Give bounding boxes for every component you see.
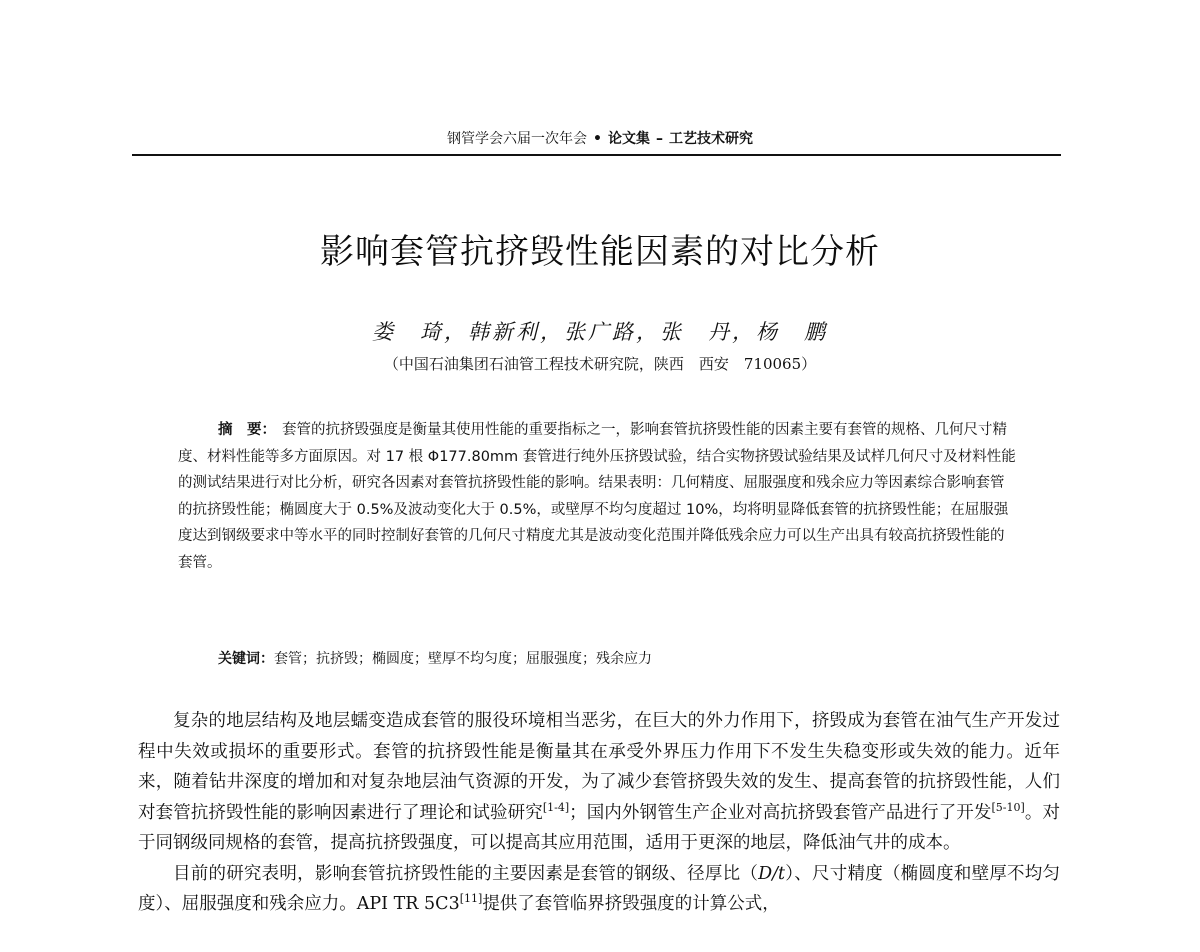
keywords-label: 关键词：: [218, 651, 274, 667]
running-head-dash: –: [655, 131, 663, 147]
dt-symbol: D/t: [758, 863, 786, 884]
abstract: [178, 417, 1018, 576]
citation-ref-2: [5-10]: [991, 800, 1025, 814]
header-rule: [132, 154, 1061, 156]
running-head-collection: 论文集: [607, 131, 650, 147]
body-paragraph-2: [138, 859, 1060, 920]
affiliation: （中国石油集团石油管工程技术研究院，陕西 西安 710065）: [383, 355, 817, 373]
authors: 娄 琦，韩新利，张广路，张 丹，杨 鹏: [372, 320, 828, 344]
p2-part2: ）、尺寸精度（椭圆度和壁厚不均匀度）、屈服强度和残余应力。API TR 5C3: [138, 863, 1061, 914]
keywords-text: 套管；抗挤毁；椭圆度；壁厚不均匀度；屈服强度；残余应力: [274, 651, 652, 667]
running-head-conference: 钢管学会六届一次年会: [447, 131, 588, 147]
abstract-text: 套管的抗挤毁强度是衡量其使用性能的重要指标之一，影响套管抗挤毁性能的因素主要有套管的规格、几何尺寸精度、材料性能等多方面原因。对 17 根 Φ177.80mm 套管进行纯外压挤毁试验，结合实物挤毁试验结果及试样几何尺寸及材料性能的测试结果进行对比分析，研究各因素对套管抗挤毁性能的影响。结果表明：几何精度、屈服强度和残余应力等因素综合影响套管的抗挤毁性能；椭圆度大于 0.5%及波动变化大于 0.5%，或壁厚不均匀度超过 10%，均将明显降低套管的抗挤毁性能；在屈服强度达到钢级要求中等水平的同时控制好套管的几何尺寸精度尤其是波动变化范围并降低残余应力可以生产出具有较高抗挤毁性能的套管。: [178, 422, 1016, 571]
body-text: [138, 706, 1060, 920]
p1-part2: ；国内外钢管生产企业对高抗挤毁套管产品进行了开发: [569, 802, 992, 823]
abstract-label: 摘 要：: [218, 422, 276, 438]
body-paragraph-1: [138, 706, 1060, 859]
p2-part1: 目前的研究表明，影响套管抗挤毁性能的主要因素是套管的钢级、径厚比（: [173, 863, 759, 884]
p1-part3: 。对于同钢级同规格的套管，提高抗挤毁强度，可以提高其应用范围，适用于更深的地层，降低油气井的成本。: [138, 802, 1061, 853]
p2-part3: 提供了套管临界挤毁强度的计算公式，: [482, 894, 780, 914]
citation-ref-1: [1-4]: [542, 800, 570, 814]
running-head: [0, 129, 1200, 149]
running-head-bullet: •: [593, 131, 602, 147]
paper-title: 影响套管抗挤毁性能因素的对比分析: [320, 232, 880, 272]
keywords: [218, 648, 1018, 670]
running-head-section: 工艺技术研究: [668, 131, 753, 147]
p1-part1: 复杂的地层结构及地层蠕变造成套管的服役环境相当恶劣，在巨大的外力作用下，挤毁成为套管在油气生产开发过程中失效或损坏的重要形式。套管的抗挤毁性能是衡量其在承受外界压力作用下不发生失稳变形或失效的能力。近年来，随着钻井深度的增加和对复杂地层油气资源的开发，为了减少套管挤毁失效的发生、提高套管的抗挤毁性能，人们对套管抗挤毁性能的影响因素进行了理论和试验研究: [138, 711, 1060, 823]
citation-ref-3: [11]: [459, 892, 483, 906]
